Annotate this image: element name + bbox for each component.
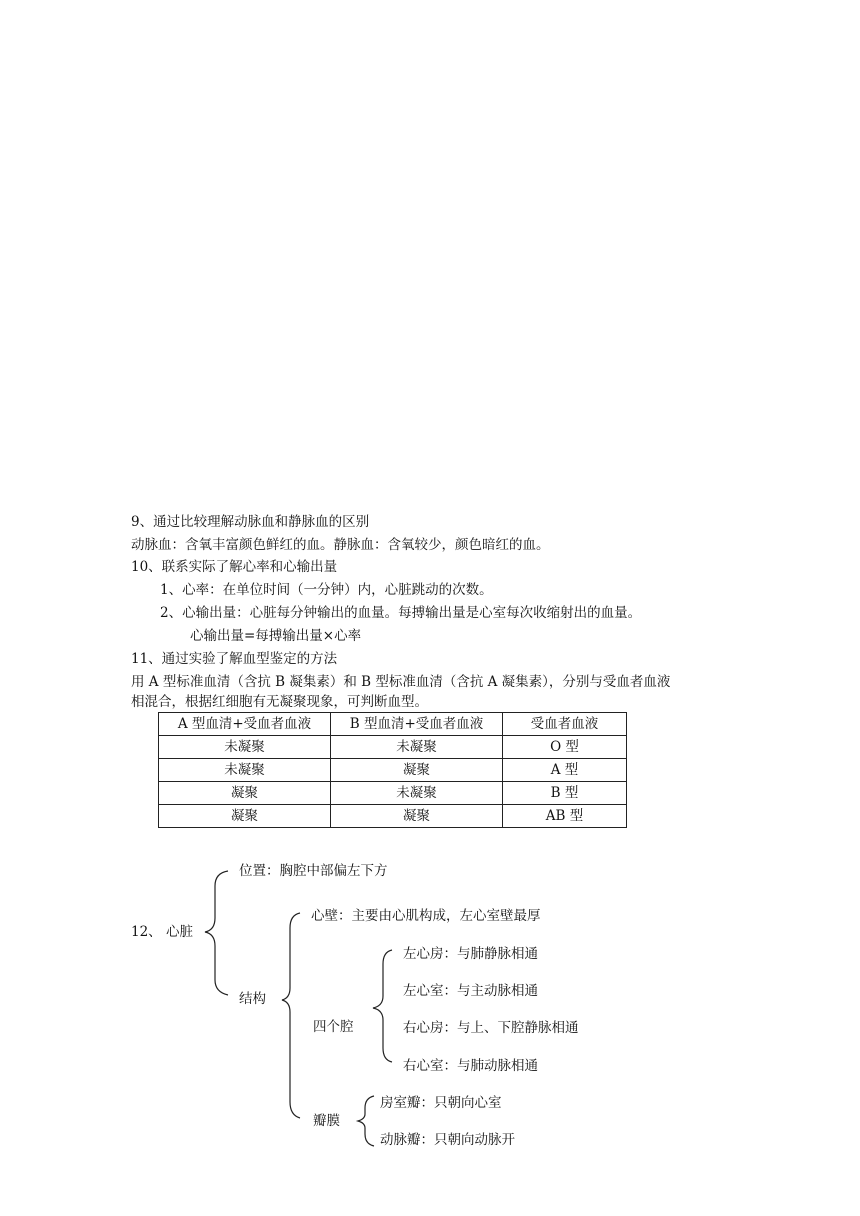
section-9-heading: 9、通过比较理解动脉血和静脉血的区别 xyxy=(131,514,370,530)
chamber-left-atrium: 左心房：与肺静脉相通 xyxy=(403,946,538,962)
section-11-text-2: 相混合，根据红细胞有无凝聚现象，可判断血型。 xyxy=(131,694,428,710)
table-header-cell: B 型血清+受血者血液 xyxy=(331,713,503,736)
heart-position: 位置：胸腔中部偏左下方 xyxy=(239,863,388,879)
section-10-item-2: 2、心输出量：心脏每分钟输出的血量。每搏输出量是心室每次收缩射出的血量。 xyxy=(160,605,642,621)
section-11-heading: 11、通过实验了解血型鉴定的方法 xyxy=(131,651,338,667)
table-cell: B 型 xyxy=(503,782,627,805)
blood-type-table xyxy=(158,712,627,828)
heart-structure-label: 结构 xyxy=(239,991,266,1007)
section-11-text-1: 用 A 型标准血清（含抗 B 凝集素）和 B 型标准血清（含抗 A 凝集素），分别与受血者血液 xyxy=(131,674,671,690)
table-header-cell: 受血者血液 xyxy=(503,713,627,736)
section-9-text: 动脉血：含氧丰富颜色鲜红的血。静脉血：含氧较少，颜色暗红的血。 xyxy=(131,537,550,553)
section-10-formula: 心输出量=每搏输出量×心率 xyxy=(190,628,362,644)
valve-arterial: 动脉瓣：只朝向动脉开 xyxy=(380,1132,515,1148)
table-cell: 未凝聚 xyxy=(331,782,503,805)
table-cell: 未凝聚 xyxy=(331,736,503,759)
table-cell: 凝聚 xyxy=(331,805,503,828)
section-10-heading: 10、联系实际了解心率和心输出量 xyxy=(131,559,338,575)
table-row xyxy=(159,805,627,828)
brace-valves xyxy=(358,1096,374,1146)
section-10-item-1: 1、心率：在单位时间（一分钟）内，心脏跳动的次数。 xyxy=(160,582,493,598)
valve-atrioventricular: 房室瓣：只朝向心室 xyxy=(380,1095,502,1111)
table-cell: 未凝聚 xyxy=(159,759,331,782)
table-row xyxy=(159,736,627,759)
table-row xyxy=(159,782,627,805)
table-cell: 凝聚 xyxy=(159,805,331,828)
table-cell: A 型 xyxy=(503,759,627,782)
table-cell: 凝聚 xyxy=(159,782,331,805)
table-header-cell: A 型血清+受血者血液 xyxy=(159,713,331,736)
heart-wall: 心壁：主要由心肌构成，左心室壁最厚 xyxy=(311,908,541,924)
brace-chambers xyxy=(373,950,392,1062)
heart-valves-label: 瓣膜 xyxy=(313,1113,340,1129)
chamber-right-atrium: 右心房：与上、下腔静脉相通 xyxy=(403,1020,579,1036)
table-cell: 未凝聚 xyxy=(159,736,331,759)
table-cell: 凝聚 xyxy=(331,759,503,782)
table-row xyxy=(159,759,627,782)
heart-root-label: 12、 心脏 xyxy=(131,924,193,940)
heart-chambers-label: 四个腔 xyxy=(313,1019,354,1035)
chamber-left-ventricle: 左心室：与主动脉相通 xyxy=(403,983,538,999)
table-header-row xyxy=(159,713,627,736)
brace-heart xyxy=(205,871,228,995)
table-cell: AB 型 xyxy=(503,805,627,828)
table-cell: O 型 xyxy=(503,736,627,759)
chamber-right-ventricle: 右心室：与肺动脉相通 xyxy=(403,1058,538,1074)
brace-structure xyxy=(282,913,300,1118)
